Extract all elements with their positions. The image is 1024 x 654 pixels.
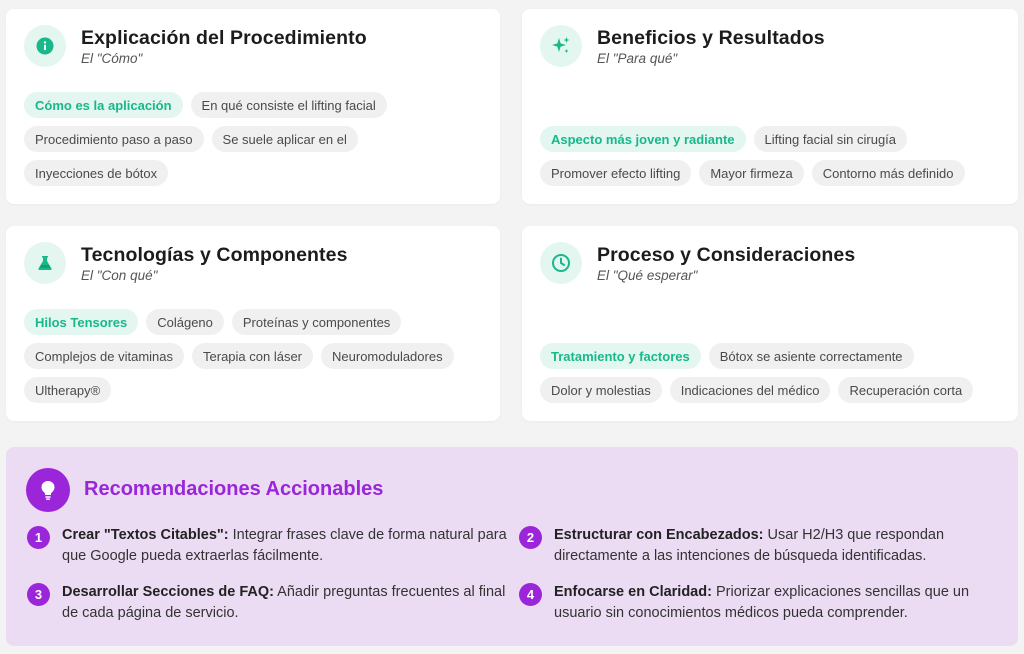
clock-icon bbox=[540, 242, 582, 284]
chip[interactable]: Recuperación corta bbox=[838, 377, 973, 403]
recommendation-text: Usar H2/H3 que respondan directamente a las intenciones de búsqueda identificadas. bbox=[554, 527, 945, 564]
card-explicacion bbox=[6, 9, 500, 204]
card-title: Explicación del Procedimiento bbox=[81, 27, 367, 49]
flask-icon bbox=[24, 242, 66, 284]
chip[interactable]: Lifting facial sin cirugía bbox=[754, 126, 908, 152]
recommendation-item bbox=[519, 582, 989, 624]
recommendations-panel bbox=[6, 447, 1018, 646]
recommendation-heading: Enfocarse en Claridad: bbox=[554, 584, 712, 600]
chip[interactable]: Indicaciones del médico bbox=[670, 377, 831, 403]
chip[interactable]: Mayor firmeza bbox=[699, 160, 803, 186]
recommendation-heading: Estructurar con Encabezados: bbox=[554, 527, 764, 543]
number-badge: 2 bbox=[519, 526, 542, 549]
number-badge: 4 bbox=[519, 583, 542, 606]
card-subtitle: El "Cómo" bbox=[81, 51, 143, 66]
chip[interactable]: Dolor y molestias bbox=[540, 377, 662, 403]
recommendation-text: Añadir preguntas frecuentes al final de cada página de servicio. bbox=[62, 584, 506, 621]
chip[interactable]: Colágeno bbox=[146, 309, 224, 335]
card-tecnologias bbox=[6, 226, 500, 421]
chip[interactable]: Proteínas y componentes bbox=[232, 309, 401, 335]
recommendations-title: Recomendaciones Accionables bbox=[84, 478, 384, 500]
recommendation-item bbox=[27, 582, 509, 624]
chip[interactable]: Procedimiento paso a paso bbox=[24, 126, 204, 152]
chip[interactable]: Contorno más definido bbox=[812, 160, 965, 186]
number-badge: 3 bbox=[27, 583, 50, 606]
chip-primary[interactable]: Cómo es la aplicación bbox=[24, 92, 183, 118]
chip-primary[interactable]: Hilos Tensores bbox=[24, 309, 138, 335]
recommendation-heading: Desarrollar Secciones de FAQ: bbox=[62, 584, 274, 600]
chip[interactable]: Complejos de vitaminas bbox=[24, 343, 184, 369]
chip[interactable]: En qué consiste el lifting facial bbox=[191, 92, 387, 118]
chip[interactable]: Neuromoduladores bbox=[321, 343, 454, 369]
recommendation-item bbox=[27, 525, 509, 567]
card-proceso bbox=[522, 226, 1018, 421]
recommendation-text: Integrar frases clave de forma natural para que Google pueda extraerlas fácilmente. bbox=[62, 527, 507, 564]
chip-primary[interactable]: Aspecto más joven y radiante bbox=[540, 126, 746, 152]
card-title: Tecnologías y Componentes bbox=[81, 244, 348, 266]
chip[interactable]: Terapia con láser bbox=[192, 343, 313, 369]
card-subtitle: El "Qué esperar" bbox=[597, 268, 698, 283]
chip[interactable]: Se suele aplicar en el bbox=[212, 126, 358, 152]
card-title: Proceso y Consideraciones bbox=[597, 244, 856, 266]
info-icon bbox=[24, 25, 66, 67]
chip[interactable]: Bótox se asiente correctamente bbox=[709, 343, 914, 369]
chip[interactable]: Promover efecto lifting bbox=[540, 160, 691, 186]
chip[interactable]: Inyecciones de bótox bbox=[24, 160, 168, 186]
chip[interactable]: Ultherapy® bbox=[24, 377, 111, 403]
card-title: Beneficios y Resultados bbox=[597, 27, 825, 49]
sparkles-icon bbox=[540, 25, 582, 67]
card-beneficios bbox=[522, 9, 1018, 204]
recommendation-item bbox=[519, 525, 989, 567]
recommendation-heading: Crear "Textos Citables": bbox=[62, 527, 229, 543]
number-badge: 1 bbox=[27, 526, 50, 549]
recommendation-text: Priorizar explicaciones sencillas que un usuario sin conocimientos médicos pueda comprender. bbox=[554, 584, 970, 621]
card-subtitle: El "Con qué" bbox=[81, 268, 158, 283]
chip-primary[interactable]: Tratamiento y factores bbox=[540, 343, 701, 369]
card-subtitle: El "Para qué" bbox=[597, 51, 678, 66]
lightbulb-icon bbox=[26, 468, 70, 512]
